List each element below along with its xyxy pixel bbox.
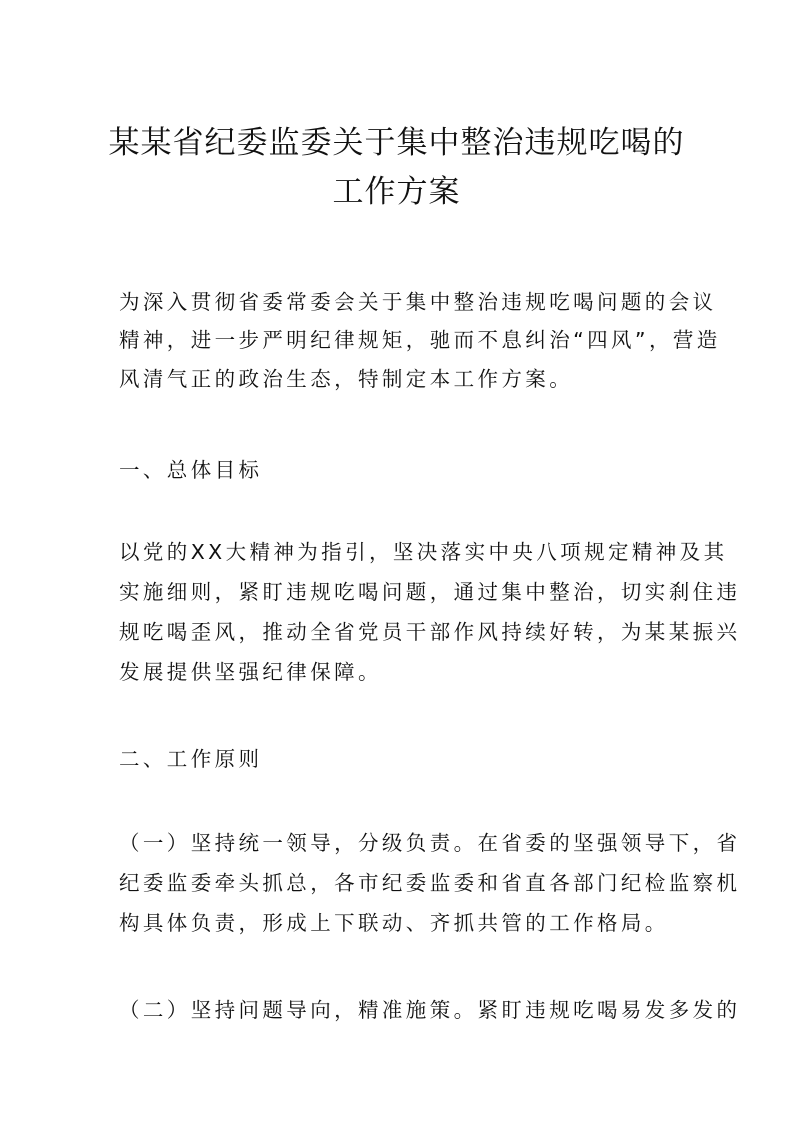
principle-1-line-2: 纪委监委牵头抓总，各市纪委监委和省直各部门纪检监察机 <box>119 871 741 895</box>
principle-2-line-1: （二）坚持问题导向，精准施策。紧盯违规吃喝易发多发的 <box>119 998 741 1022</box>
section-heading-1: 一、总体目标 <box>119 458 263 482</box>
goal-line-1: 以党的XX大精神为指引，坚决落实中央八项规定精神及其 <box>119 540 728 564</box>
intro-line-1: 为深入贯彻省委常委会关于集中整治违规吃喝问题的会议 <box>119 290 717 314</box>
intro-line-3: 风清气正的政治生态，特制定本工作方案。 <box>119 367 574 391</box>
principle-1-line-3: 构具体负责，形成上下联动、齐抓共管的工作格局。 <box>119 911 669 935</box>
goal-line-3: 规吃喝歪风，推动全省党员干部作风持续好转，为某某振兴 <box>119 620 741 644</box>
goal-line-4: 发展提供坚强纪律保障。 <box>119 660 382 684</box>
document-title-line-2: 工作方案 <box>332 174 461 210</box>
intro-line-2: 精神，进一步严明纪律规矩，驰而不息纠治“四风”，营造 <box>119 328 721 352</box>
section-heading-2: 二、工作原则 <box>119 747 263 771</box>
principle-1-line-1: （一）坚持统一领导，分级负责。在省委的坚强领导下，省 <box>119 831 741 855</box>
goal-line-2: 实施细则，紧盯违规吃喝问题，通过集中整治，切实刹住违 <box>119 580 741 604</box>
document-title-line-1: 某某省纪委监委关于集中整治违规吃喝的 <box>108 125 685 161</box>
